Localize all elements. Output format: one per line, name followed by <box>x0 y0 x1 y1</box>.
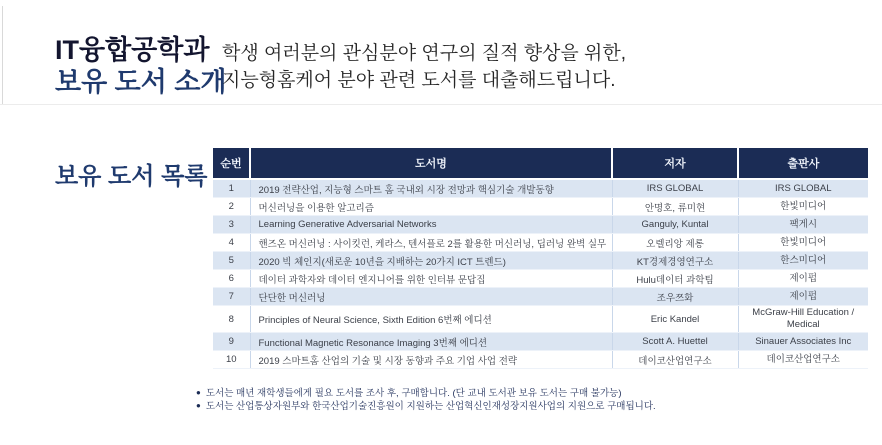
table-row <box>213 288 868 306</box>
row-number: 10 <box>213 351 250 369</box>
book-title: 2020 빅 체인지(새로운 10년을 지배하는 20가지 ICT 트렌드) <box>250 252 612 270</box>
table-row <box>213 306 868 333</box>
column-header-publisher: 출판사 <box>738 148 868 179</box>
row-number: 3 <box>213 216 250 234</box>
footnotes <box>196 387 656 412</box>
footnote-text: 도서는 매년 재학생들에게 필요 도서를 조사 후, 구매합니다. (단 교내 도서관 보유 도서는 구매 불가능) <box>205 388 622 399</box>
book-author: 조우쯔화 <box>612 288 738 306</box>
intro-text-line1: 학생 여러분의 관심분야 연구의 질적 향상을 위한, <box>222 43 627 64</box>
book-publisher: 제이펍 <box>738 270 868 288</box>
table-row <box>213 234 868 252</box>
book-publisher: IRS GLOBAL <box>738 179 868 198</box>
table-row <box>213 216 868 234</box>
book-author: Eric Kandel <box>612 306 738 333</box>
book-publisher: 팩게시 <box>738 216 868 234</box>
table-row <box>213 198 868 216</box>
footnote-text: 도서는 산업통상자원부와 한국산업기술진흥원이 지원하는 산업혁신인재성장지원사업의 지원으로 구매됩니다. <box>205 400 656 412</box>
table-row <box>213 252 868 270</box>
page-title-line1: IT융합공학과 <box>55 35 210 65</box>
row-number: 6 <box>213 270 250 288</box>
footnote-line <box>196 387 656 400</box>
book-title: 머신러닝을 이용한 알고리즘 <box>250 198 612 216</box>
book-publisher: 한스미디어 <box>738 252 868 270</box>
book-title: Principles of Neural Science, Sixth Edition 6번째 에디션 <box>250 306 612 333</box>
table-row <box>213 179 868 198</box>
book-author: Hulu데이터 과학팀 <box>612 270 738 288</box>
book-publisher: 한빛미디어 <box>738 234 868 252</box>
column-header-title: 도서명 <box>250 148 612 179</box>
book-table <box>213 148 868 369</box>
table-row <box>213 270 868 288</box>
row-number: 5 <box>213 252 250 270</box>
bullet-icon: ● <box>196 388 201 397</box>
book-title: 데이터 과학자와 데이터 엔지니어를 위한 인터뷰 문답집 <box>250 270 612 288</box>
book-author: 오렐리앙 제롱 <box>612 234 738 252</box>
table-header-row <box>213 148 868 179</box>
book-publisher: McGraw-Hill Education / Medical <box>738 306 868 333</box>
book-publisher: Sinauer Associates Inc <box>738 333 868 351</box>
book-author: Scott A. Huettel <box>612 333 738 351</box>
row-number: 7 <box>213 288 250 306</box>
column-header-number: 순번 <box>213 148 250 179</box>
book-author: 안명호, 류미현 <box>612 198 738 216</box>
slide-edge-line <box>2 6 3 104</box>
row-number: 2 <box>213 198 250 216</box>
intro-text-line2: 지능형홈케어 분야 관련 도서를 대출해드립니다. <box>222 70 616 91</box>
book-author: Ganguly, Kuntal <box>612 216 738 234</box>
book-title: 단단한 머신러닝 <box>250 288 612 306</box>
book-title: 2019 스마트홈 산업의 기술 및 시장 동향과 주요 기업 사업 전략 <box>250 351 612 369</box>
row-number: 1 <box>213 179 250 198</box>
book-title: Learning Generative Adversarial Networks <box>250 216 612 234</box>
page-title-line2: 보유 도서 소개 <box>55 67 227 97</box>
book-title: 2019 전략산업, 지능형 스마트 홈 국내외 시장 전망과 핵심기술 개발동향 <box>250 179 612 198</box>
book-title: Functional Magnetic Resonance Imaging 3번째 에디션 <box>250 333 612 351</box>
book-author: IRS GLOBAL <box>612 179 738 198</box>
book-title: 핸즈온 머신러닝 : 사이킷런, 케라스, 텐서플로 2를 활용한 머신러닝, 딥러닝 완벽 실무 <box>250 234 612 252</box>
column-header-author: 저자 <box>612 148 738 179</box>
table-row <box>213 351 868 369</box>
header-divider-line <box>0 104 882 105</box>
book-author: 데이코산업연구소 <box>612 351 738 369</box>
bullet-icon: ● <box>196 400 201 410</box>
intro-text <box>222 40 626 94</box>
book-publisher: 한빛미디어 <box>738 198 868 216</box>
row-number: 9 <box>213 333 250 351</box>
section-title: 보유 도서 목록 <box>55 163 208 190</box>
page-title <box>55 34 227 98</box>
book-publisher: 데이코산업연구소 <box>738 351 868 369</box>
footnote-line <box>196 400 656 413</box>
table-row <box>213 333 868 351</box>
row-number: 8 <box>213 306 250 333</box>
book-publisher: 제이펍 <box>738 288 868 306</box>
book-author: KT경제경영연구소 <box>612 252 738 270</box>
row-number: 4 <box>213 234 250 252</box>
